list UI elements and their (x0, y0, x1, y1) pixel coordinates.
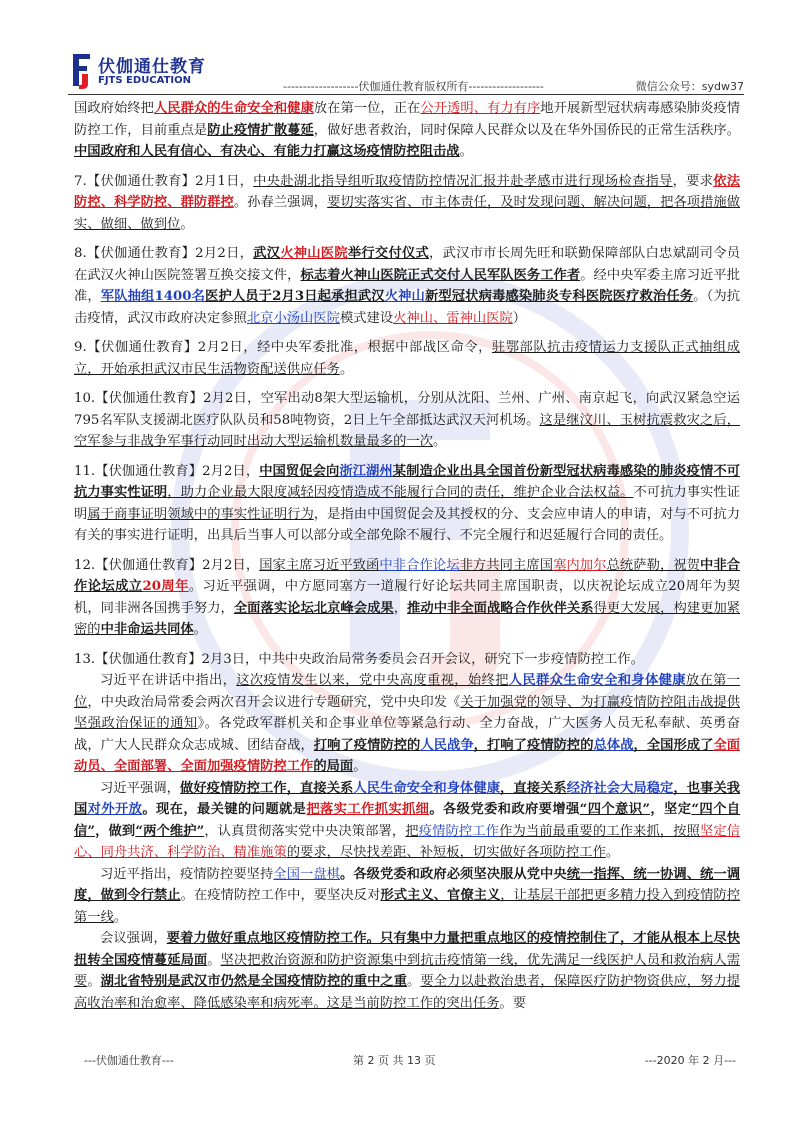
text-run: 北京小汤山医院 (246, 310, 340, 326)
paragraph-p10 (74, 388, 740, 453)
text-run: 11.【伏伽通仕教育】2月2日， (74, 463, 260, 479)
text-run: 放在第一位 (74, 673, 740, 710)
text-run: ，让基层干部把更多精力投入到疫情防控第一线 (74, 888, 740, 925)
text-run: 防止疫情扩散蔓延 (207, 122, 314, 138)
text-run: 国政府始终把 (74, 101, 154, 116)
text-run: ，认真贯彻落实党中央决策部署， (204, 823, 406, 839)
text-run: 中非命运共同体 (100, 622, 194, 637)
text-run: ，做到 (95, 823, 136, 839)
text-run: ，是指由中国贸促会及其授权的分、支会应申请人的申请，对与不可抗力有关的事实进行证明，出具后当事人可以部分或全部免除不履行、不完全履行和迟延履行合同的责任。 (74, 506, 740, 543)
text-run: 习近平在讲话中指出， (100, 673, 237, 688)
text-run: “四个意识” (579, 802, 651, 817)
paragraph-p8 (74, 243, 740, 329)
text-run: 20周年 (142, 579, 189, 594)
text-run: 。 (339, 361, 354, 377)
text-run: 作为当前最重要的工作来抓，按照 (499, 823, 700, 839)
text-run: 要切实落实省、市主体责任，及时发现问题、解决问题，把各项措施做实、做细、做到位 (74, 195, 740, 232)
text-run: 全面落实论坛北京峰会成果 (233, 600, 394, 616)
paragraph-p13 (74, 649, 740, 671)
text-run: 火神山 (384, 289, 425, 304)
document-body (74, 98, 740, 1042)
text-run: 非方共同主席国 (459, 557, 554, 573)
text-run: 不可抗力事实性证明 (74, 485, 740, 522)
text-run: ，全国形成了 (633, 737, 714, 753)
text-run: ） (512, 310, 527, 326)
text-run: ，要求 (672, 173, 714, 189)
paragraph-p16 (74, 864, 740, 929)
paragraph-p17 (74, 928, 740, 1014)
text-run: 属于商事证明领域中的事实性证明行为 (87, 506, 314, 522)
text-run: 9.【伏伽通仕教育】2月2日，经中央军委批准，根据中部战区命令， (74, 340, 492, 355)
text-run: 把 (405, 823, 419, 839)
text-run: 。 (113, 909, 128, 925)
footer-date: ---2020 年 2 月--- (644, 1054, 736, 1067)
text-run: 中非合作论坛成立 (74, 557, 740, 594)
text-run: 依法防控、科学防控、群防群控 (74, 173, 740, 210)
text-run: ，助力企业最大限度减轻因疫情造成不能履行合同的责任，维护企业合法权益。 (167, 485, 634, 500)
text-run: 。 (193, 622, 207, 637)
text-run: 坚决把救治资源和防护资源集中到抗击疫情第一线，优先满足一线医护人员和救治病人需要 (74, 952, 740, 989)
text-run: 。 (407, 974, 421, 989)
text-run: ，武汉市市长周先旺和联勤保障部队白忠斌副司令员在武汉火神山医院签署互换交接文件， (74, 246, 740, 283)
text-run: 。各级党委和政府要增强 (429, 802, 580, 817)
text-run: 军队抽组 (100, 289, 155, 304)
text-run: ，坚定 (650, 802, 692, 817)
text-run: 习近平指出，疫情防控要坚持 (100, 866, 274, 882)
text-run: 》。各党政军群机关和企事业单位等紧急行动、全力奋战，广大医务人员无私奉献、英勇奋战，广大人民群众众志成城、团结奋战， (74, 716, 740, 753)
text-run: 标志着火神山医院正式交付人民军队医务工作者 (300, 267, 581, 283)
text-run: 构建更加紧密的 (74, 600, 740, 637)
text-run: 驻鄂部队抗击疫情运力支援队正式抽组成立，开始承担武汉市民生活物资配送供应任务 (74, 340, 740, 377)
text-run: 武汉 (253, 246, 281, 261)
text-run: 总统萨勒，祝贺 (606, 557, 701, 573)
text-run: ，直接关系 (500, 780, 567, 796)
text-run: 地开展新型冠状病毒感染肺炎疫情防控工作，目前重点是 (74, 101, 740, 138)
text-run: 全国一盘棋 (273, 866, 341, 882)
text-run: 13.【伏伽通仕教育】2月3日，中共中央政治局常务委员会召开会议，研究下一步疫情防控工作。 (74, 651, 644, 667)
text-run: 把落实工作抓实抓细 (306, 802, 430, 817)
text-run: 做好疫情防控工作，直接关系 (180, 780, 354, 796)
text-run: 关于加强党的领导、为打赢疫情防控阻击战提供坚强政治保证的通知 (74, 694, 740, 731)
text-run: 。经中央军委主席习近平批准， (74, 267, 740, 304)
text-run: 全面动员、全面部署、全面加强疫情防控工作 (74, 737, 740, 774)
text-run: 某制造企业出具全国首份新型冠状病毒感染的肺炎疫情不可抗力事实性证明 (74, 463, 740, 500)
text-run: 10.【伏伽通仕教育】2月2日，空军出动8架大型运输机，分别从沈阳、兰州、广州、南京起飞，向武汉紧急空运795名军队支援湖北医疗队队员和58吨物资，2日上午全部抵达武汉天河机场。 (74, 391, 740, 428)
text-run: 火神山、雷神山医院 (393, 310, 513, 326)
text-run: 这次疫情发生以来，党中央高度重视，始终把 (236, 673, 509, 688)
text-run: 这是继汶川、玉树抗震救灾之后，空军参与非战争军事行动同时出动大型运输机数量最多的一次 (74, 412, 740, 449)
text-run: 形式主义、官僚主义 (380, 888, 501, 903)
text-run: 中国政府和人民有信心、有决心、有能力打赢这场疫情防控阻击战 (74, 144, 460, 159)
logo-text-en: FJTS EDUCATION (98, 75, 192, 86)
paragraph-p11 (74, 461, 740, 547)
text-run: ，也事关我国 (74, 780, 740, 817)
text-run: 人民生命安全和身体健康 (353, 780, 501, 796)
text-run: 塞内加尔 (553, 557, 607, 573)
text-run: 。 (353, 759, 367, 774)
text-run: 会议强调， (100, 931, 167, 946)
text-run: 12.【伏伽通仕教育】2月2日， (74, 557, 260, 573)
text-run: 。 (180, 216, 194, 232)
text-run: 总体战 (593, 737, 634, 753)
text-run: ，做好患者救治，同时保障人民群众以及在华外国侨民的正常生活秩序。 (313, 122, 740, 138)
text-run: 坚定信心、同舟共济、科学防治、精准施策 (74, 823, 740, 860)
text-run: 火神山医院 (280, 246, 348, 261)
footer-left: ---伏伽通仕教育--- (84, 1054, 174, 1067)
paragraph-p14 (74, 670, 740, 778)
paragraph-p12 (74, 555, 740, 641)
text-run: 。现在，最关键的问题就是 (142, 802, 307, 817)
text-run: ，打响了疫情防控的 (473, 737, 594, 753)
text-run: 经济社会大局稳定 (566, 780, 674, 796)
text-run: 。（为抗击疫情，武汉市政府决定参照 (74, 289, 740, 326)
text-run: 打响了疫情防控的 (313, 737, 421, 753)
paragraph-p9 (74, 337, 740, 380)
logo-fj-mark-icon (70, 50, 92, 90)
paragraph-p0 (74, 98, 740, 163)
text-run: 新型冠状病毒感染肺炎专科医院医疗救治任务 (424, 289, 694, 304)
logo-text-cn: 伏伽通仕教育 (98, 57, 206, 77)
logo (68, 48, 228, 92)
text-run: ， (393, 600, 408, 616)
text-run: 对外开放 (87, 802, 143, 817)
text-run: 人民战争 (420, 737, 474, 753)
text-run: 模式建设 (339, 310, 394, 326)
text-run: “四个自信” (74, 802, 740, 839)
page-header (68, 48, 744, 94)
text-run: 举行交付仪式 (347, 246, 430, 261)
text-run: 湖北省特别是武汉市仍然是全国疫情防控的重中之重 (100, 974, 408, 989)
text-run: 中国贸促会向 (259, 463, 340, 479)
text-run: 人民群众的生命安全和健康 (153, 101, 314, 116)
text-run: 。 (87, 974, 101, 989)
text-run: 公开透明、有力有序 (420, 101, 541, 116)
text-run: 习近平强调， (100, 780, 181, 796)
header-divider (68, 94, 744, 95)
text-run: 。 (459, 144, 473, 159)
text-run: 推动中非全面战略合作伙伴关系 (407, 600, 594, 616)
text-run: 疫情防控工作 (418, 823, 500, 839)
text-run: 。习近平强调，中方愿同塞方一道履行好论坛共同主席国职责，以庆祝论坛成立20周年为契机，同非洲各国携手努力， (74, 579, 740, 616)
text-run: “两个维护” (135, 823, 205, 839)
text-run: ，中央政治局常委会两次召开会议进行专题研究，党中央印发《 (87, 694, 461, 710)
wechat-account: 微信公众号：sydw37 (635, 80, 744, 93)
paragraph-p15 (74, 778, 740, 864)
text-run: 中非合作论坛 (379, 557, 460, 573)
text-run: 要全力以赴救治患者，保障医疗防护物资供应，努力提高收治率和治愈率、降低感染率和病死率。这是当前防控工作的突出任务 (74, 974, 740, 1011)
text-run: 要着力做好重点地区疫情防控工作。只有集中力量把重点地区的疫情控制住了，才能从根本上尽快扭转全国疫情蔓延局面 (74, 931, 740, 968)
text-run: 医护人员于2月3日起承担武汉 (205, 289, 385, 304)
text-run: 。各级党委和政府必须坚决服从党中央 (340, 866, 567, 882)
copyright-notice: -------------------伏伽通仕教育版权所有------------------- (283, 80, 544, 93)
text-run: 得更大发展， (593, 600, 674, 616)
text-run: 人民群众生命安全和身体健康 (508, 673, 686, 688)
text-run: 8.【伏伽通仕教育】2月2日， (74, 246, 254, 261)
page-number: 第 2 页 共 13 页 (353, 1054, 436, 1067)
text-run: 放在第一位，正在 (313, 101, 421, 116)
text-run: 的要求，尽快找差距、补短板，切实做好各项防控工作 (286, 845, 606, 860)
text-run: 。要 (499, 995, 527, 1011)
text-run: 国家主席习近平致函 (259, 557, 380, 573)
text-run: 的局面 (313, 759, 354, 774)
text-run: 。孙春兰强调， (233, 195, 328, 210)
text-run: 。 (207, 952, 221, 968)
text-run: 。在疫情防控工作中，要坚决反对 (180, 888, 381, 903)
text-run: 。 (605, 845, 620, 860)
text-run: 7.【伏伽通仕教育】2月1日， (74, 173, 254, 189)
text-run: 统一指挥、统一协调、统一调度，做到令行禁止 (74, 866, 740, 903)
text-run: 1400名 (154, 289, 206, 304)
paragraph-p7 (74, 171, 740, 236)
text-run: 。 (433, 434, 447, 449)
text-run: 浙江湖州 (339, 463, 393, 479)
text-run: 中央赴湖北指导组听取疫情防控情况汇报并赴孝感市进行现场检查指导 (253, 173, 673, 189)
